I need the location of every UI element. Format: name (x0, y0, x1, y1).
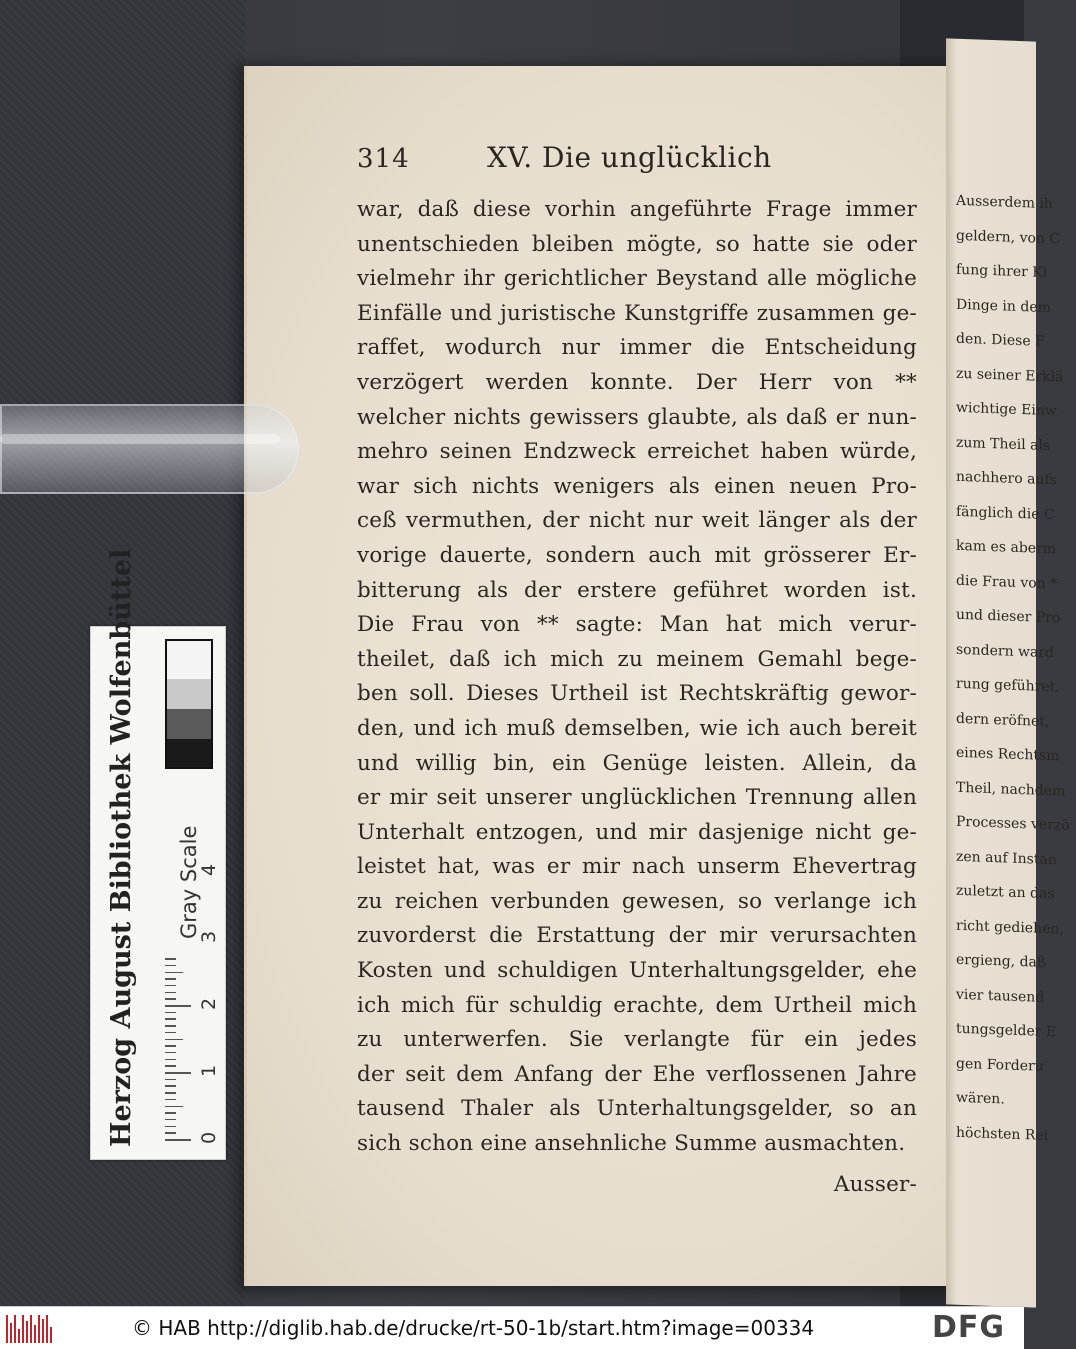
clip-highlight (0, 434, 280, 444)
barcode-bar (18, 1329, 20, 1343)
ruler-tick (165, 1092, 176, 1094)
right-text-line: richt gediehen, (956, 917, 1064, 938)
ruler-tick (165, 1132, 176, 1134)
footer-bar (0, 1306, 1024, 1349)
text-line: den, und ich muß demselben, wie ich auch bereit (357, 715, 917, 741)
right-text-line: rung geführet. (956, 675, 1060, 696)
text-line: ben soll. Dieses Urtheil ist Rechtskräftig gewor- (357, 681, 917, 707)
running-title: XV. Die unglücklich (487, 141, 772, 174)
hab-barcode-icon (6, 1315, 52, 1343)
text-line: der seit dem Anfang der Ehe verflossenen Jahre (357, 1061, 917, 1087)
right-text-line: fung ihrer Kl (956, 261, 1048, 281)
ruler-tick (165, 1139, 191, 1141)
book-page-left (244, 66, 949, 1286)
right-text-line: wichtige Einw (956, 399, 1057, 420)
page-text-block (357, 141, 917, 1202)
right-text-line: zu seiner Erklä (956, 365, 1064, 386)
right-text-line: den. Diese F (956, 330, 1045, 350)
text-line: sich schon eine ansehnliche Summe ausmachten. (357, 1131, 906, 1157)
right-text-line: nachhero aufs (956, 468, 1057, 489)
right-text-line: Processes verzö (956, 813, 1070, 834)
text-line: leistet hat, was er mir nach unserm Ehevertrag (357, 854, 917, 880)
barcode-bar (26, 1321, 28, 1343)
library-name: Herzog August Bibliothek Wolfenbüttel (106, 548, 137, 1147)
text-line: raffet, wodurch nur immer die Entscheidung (357, 335, 917, 361)
ruler-tick (165, 1112, 176, 1114)
ruler-tick (165, 1072, 191, 1074)
ruler-tick (165, 985, 176, 987)
barcode-bar (14, 1315, 16, 1343)
catchword: Ausser- (833, 1171, 917, 1197)
text-line: vorige dauerte, sondern auch mit grösserer Er- (357, 542, 917, 568)
page-clip (0, 396, 310, 506)
ruler-tick (165, 1085, 176, 1087)
text-line: zu reichen verbunden gewesen, so verlange ich (357, 888, 917, 914)
barcode-bar (50, 1327, 52, 1343)
right-text-line: vier tausend (956, 986, 1045, 1006)
footer-text (132, 1307, 814, 1349)
barcode-bar (10, 1323, 12, 1343)
ruler-tick (165, 1005, 191, 1007)
right-text-line: zen auf Instan (956, 848, 1057, 868)
text-line: Die Frau von ** sagte: Man hat mich verur- (357, 612, 917, 638)
right-text-line: kam es aberm (956, 537, 1057, 558)
right-text-line: Theil, nachdem (956, 779, 1066, 800)
text-line: tausend Thaler als Unterhaltungsgelder, so an (357, 1096, 917, 1122)
gray-scale-label: Gray Scale (177, 825, 201, 939)
ruler-number: 0 (198, 1131, 220, 1145)
right-text-line: die Frau von * (956, 572, 1058, 592)
ruler-number: 4 (198, 863, 220, 877)
ruler (151, 627, 225, 1159)
text-line: er mir seit unserer unglücklichen Trennung allen (357, 785, 917, 811)
barcode-bar (42, 1319, 44, 1343)
barcode-bar (34, 1325, 36, 1343)
ruler-tick (165, 972, 183, 974)
right-text-line: geldern, von C (956, 227, 1061, 247)
barcode-bar (38, 1315, 40, 1343)
dfg-logo: DFG (932, 1310, 1006, 1345)
color-reference-card (90, 548, 226, 1160)
text-line: Kosten und schuldigen Unterhaltungsgelder, ehe (357, 958, 917, 984)
right-text-line: höchsten Rei (956, 1124, 1049, 1144)
ruler-tick (165, 1126, 176, 1128)
ruler-tick (165, 1079, 176, 1081)
page-number: 314 (357, 144, 410, 174)
text-line: bitterung als der erstere geführet worden ist. (357, 577, 917, 603)
ruler-tick (165, 1018, 176, 1020)
right-text-line: eines Rechtsm (956, 744, 1060, 765)
text-line: ceß vermuthen, der nicht nur weit länger als der (357, 508, 917, 534)
ruler-tick (165, 998, 176, 1000)
right-page-text (956, 184, 1076, 1154)
barcode-bar (46, 1315, 48, 1343)
ruler-tick (165, 1012, 176, 1014)
ruler-tick (165, 1025, 176, 1027)
ruler-tick (165, 1052, 176, 1054)
body-text (357, 193, 917, 1162)
book-page-right (946, 38, 1070, 1307)
text-line: war, daß diese vorhin angeführte Frage immer (357, 197, 917, 222)
ruler-tick (165, 958, 176, 960)
ruler-tick (165, 1099, 176, 1101)
barcode-bar (22, 1315, 24, 1343)
text-line: war sich nichts wenigers als einen neuen Pro- (357, 473, 917, 499)
barcode-bar (6, 1315, 8, 1343)
clip-bar (0, 404, 299, 494)
ruler-tick (165, 1059, 176, 1061)
ruler-tick (165, 992, 176, 994)
copyright-text: © HAB (132, 1316, 201, 1340)
right-text-line: Dinge in dem (956, 296, 1051, 316)
right-text-line: zuletzt an das (956, 882, 1055, 903)
text-line: theilet, daß ich mich zu meinem Gemahl bege- (357, 646, 917, 672)
text-line: verzögert werden konnte. Der Herr von ** (357, 369, 917, 395)
right-text-line: und dieser Pro (956, 606, 1061, 627)
text-line: zuvorderst die Erstattung der mir verursachten (357, 923, 917, 949)
right-text-line: Ausserdem ih (956, 192, 1053, 213)
ruler-tick (165, 1045, 176, 1047)
text-line: unentschieden bleiben mögte, so hatte sie oder (357, 231, 917, 257)
ruler-tick (165, 978, 176, 980)
ruler-tick (165, 1039, 183, 1041)
ruler-number: 2 (198, 997, 220, 1011)
right-text-line: zum Theil als (956, 434, 1051, 454)
text-line: mehro seinen Endzweck erreichet haben würde, (357, 439, 917, 465)
text-line: vielmehr ihr gerichtlicher Beystand alle mögliche (357, 266, 917, 292)
ruler-number: 1 (198, 1064, 220, 1078)
ruler-tick (165, 1119, 176, 1121)
ruler-tick (165, 1106, 183, 1108)
ruler-tick (165, 1065, 176, 1067)
right-text-line: fänglich die C (956, 503, 1055, 523)
right-text-line: wären. (956, 1089, 1005, 1108)
ruler-tick (165, 1032, 176, 1034)
text-line: und willig bin, ein Genüge leisten. Allein, da (357, 750, 917, 776)
gray-scale-area (151, 627, 225, 1159)
right-text-line: sondern ward (956, 641, 1055, 661)
text-line: Unterhalt entzogen, und mir dasjenige nicht ge- (357, 819, 917, 845)
page-header (357, 141, 917, 193)
right-text-line: dern eröfnet, (956, 710, 1050, 730)
text-line: ich mich für schuldig erachte, dem Urtheil mich (357, 992, 917, 1018)
right-text-line: tungsgelder E (956, 1020, 1057, 1041)
right-text-line: ergieng, daß (956, 951, 1047, 971)
barcode-bar (30, 1315, 32, 1343)
source-url-link[interactable]: http://diglib.hab.de/drucke/rt-50-1b/start.htm?image=00334 (207, 1316, 815, 1340)
text-line: zu unterwerfen. Sie verlangte für ein jedes (357, 1027, 917, 1053)
right-text-line: gen Forderu (956, 1055, 1044, 1075)
text-line: welcher nichts gewissers glaubte, als daß er nun- (357, 404, 917, 430)
text-line: Einfälle und juristische Kunstgriffe zusammen ge- (357, 300, 917, 326)
ruler-number: 3 (198, 930, 220, 944)
ruler-tick (165, 965, 176, 967)
